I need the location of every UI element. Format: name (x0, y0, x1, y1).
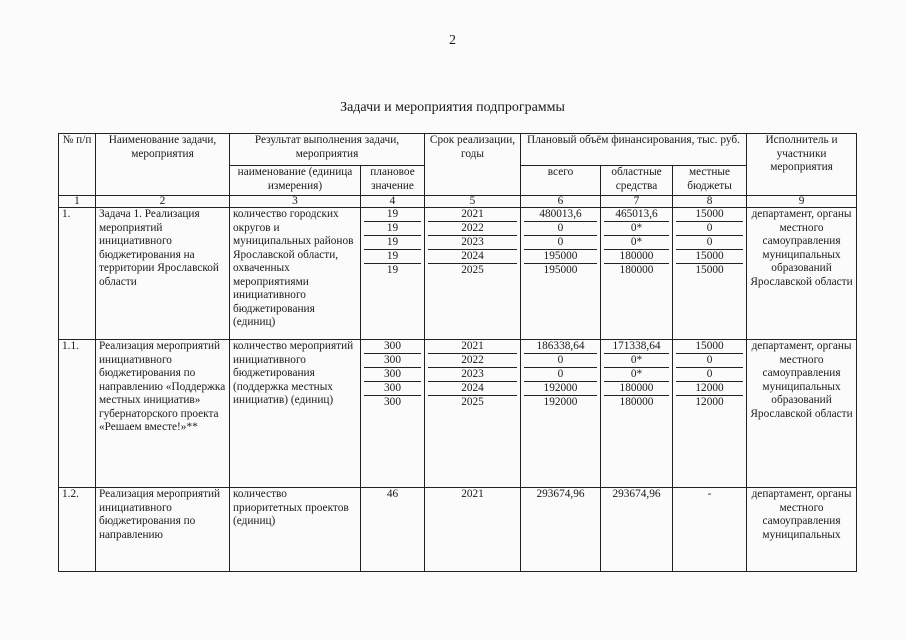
year-value: 2023 (428, 368, 517, 382)
header-num: № п/п (59, 134, 96, 196)
plan-value: 300 (364, 368, 421, 382)
table-row (59, 208, 857, 340)
row-name: Реализация мероприятий инициативного бюджетирования по направлению (96, 488, 230, 572)
column-number: 8 (673, 196, 747, 208)
year-value: 2025 (461, 264, 484, 276)
header-result-plan: плановое значение (361, 166, 425, 196)
row-result-name: количество городских округов и муниципальных районов Ярославской области, охваченных мероприятиями инициативного бюджетирования (единиц) (230, 208, 361, 340)
year-value: 2021 (425, 488, 521, 572)
year-value: 2022 (428, 354, 517, 368)
row-name: Задача 1. Реализация мероприятий инициативного бюджетирования на территории Ярославской области (96, 208, 230, 340)
plan-values (361, 208, 425, 340)
regional-value: 180000 (619, 396, 654, 408)
header-result-name: наименование (единица измерения) (230, 166, 361, 196)
plan-value: 19 (364, 250, 421, 264)
header-name: Наименование задачи, мероприятия (96, 134, 230, 196)
row-num: 1.1. (59, 340, 96, 488)
local-value: 0 (676, 236, 743, 250)
column-number: 2 (96, 196, 230, 208)
total-value: 195000 (524, 250, 597, 264)
local-value: 0 (676, 368, 743, 382)
plan-value: 300 (384, 396, 401, 408)
regional-value: 180000 (619, 264, 654, 276)
total-values (521, 208, 601, 340)
header-total: всего (521, 166, 601, 196)
local-value: 12000 (676, 382, 743, 396)
year-value: 2021 (428, 208, 517, 222)
regional-values (601, 208, 673, 340)
column-number: 4 (361, 196, 425, 208)
column-number: 5 (425, 196, 521, 208)
plan-values (361, 340, 425, 488)
tasks-table (58, 133, 857, 572)
local-value: - (673, 488, 747, 572)
regional-value: 0* (604, 354, 669, 368)
column-number: 9 (747, 196, 857, 208)
total-value: 192000 (524, 382, 597, 396)
local-values (673, 208, 747, 340)
year-value: 2025 (461, 396, 484, 408)
total-value: 192000 (543, 396, 578, 408)
header-finance: Плановый объём финансирования, тыс. руб. (521, 134, 747, 166)
plan-value: 19 (364, 222, 421, 236)
local-value: 15000 (676, 208, 743, 222)
column-number: 3 (230, 196, 361, 208)
total-value: 186338,64 (524, 340, 597, 354)
plan-value: 300 (364, 354, 421, 368)
local-value: 15000 (676, 340, 743, 354)
plan-value: 19 (386, 264, 399, 276)
column-number: 7 (601, 196, 673, 208)
total-value: 0 (524, 354, 597, 368)
row-executor: департамент, органы местного самоуправления муниципальных образований Ярославской области (747, 340, 857, 488)
regional-value: 465013,6 (604, 208, 669, 222)
plan-value: 46 (361, 488, 425, 572)
header-regional: областные средства (601, 166, 673, 196)
regional-value: 0* (604, 236, 669, 250)
year-values (425, 208, 521, 340)
plan-value: 19 (364, 236, 421, 250)
regional-value: 180000 (604, 382, 669, 396)
year-value: 2024 (428, 250, 517, 264)
column-number: 6 (521, 196, 601, 208)
total-value: 195000 (543, 264, 578, 276)
local-value: 12000 (695, 396, 724, 408)
row-executor: департамент, органы местного самоуправления муниципальных (747, 488, 857, 572)
year-value: 2021 (428, 340, 517, 354)
row-result-name: количество мероприятий инициативного бюджетирования (поддержка местных инициатив) (единиц) (230, 340, 361, 488)
total-value: 0 (524, 368, 597, 382)
plan-value: 19 (364, 208, 421, 222)
local-value: 0 (676, 354, 743, 368)
header-result: Результат выполнения задачи, мероприятия (230, 134, 425, 166)
regional-value: 0* (604, 368, 669, 382)
total-value: 480013,6 (524, 208, 597, 222)
local-value: 0 (676, 222, 743, 236)
plan-value: 300 (364, 340, 421, 354)
local-values (673, 340, 747, 488)
row-executor: департамент, органы местного самоуправления муниципальных образований Ярославской области (747, 208, 857, 340)
table-row (59, 488, 857, 572)
local-value: 15000 (676, 250, 743, 264)
page-number: 2 (449, 33, 456, 48)
year-value: 2024 (428, 382, 517, 396)
header-local: местные бюджеты (673, 166, 747, 196)
table-row (59, 340, 857, 488)
year-value: 2023 (428, 236, 517, 250)
header-term: Срок реализации, годы (425, 134, 521, 196)
regional-value: 180000 (604, 250, 669, 264)
local-value: 15000 (695, 264, 724, 276)
row-result-name: количество приоритетных проектов (единиц) (230, 488, 361, 572)
row-num: 1.2. (59, 488, 96, 572)
total-value: 293674,96 (521, 488, 601, 572)
column-number: 1 (59, 196, 96, 208)
row-num: 1. (59, 208, 96, 340)
regional-value: 0* (604, 222, 669, 236)
header-executor: Исполнитель и участники мероприятия (747, 134, 857, 196)
total-values (521, 340, 601, 488)
plan-value: 300 (364, 382, 421, 396)
year-value: 2022 (428, 222, 517, 236)
year-values (425, 340, 521, 488)
row-name: Реализация мероприятий инициативного бюджетирования по направлению «Поддержка местных инициатив» губернаторского проекта «Решаем вместе!»** (96, 340, 230, 488)
total-value: 0 (524, 222, 597, 236)
regional-value: 293674,96 (601, 488, 673, 572)
regional-values (601, 340, 673, 488)
total-value: 0 (524, 236, 597, 250)
document-title: Задачи и мероприятия подпрограммы (340, 100, 565, 115)
regional-value: 171338,64 (604, 340, 669, 354)
